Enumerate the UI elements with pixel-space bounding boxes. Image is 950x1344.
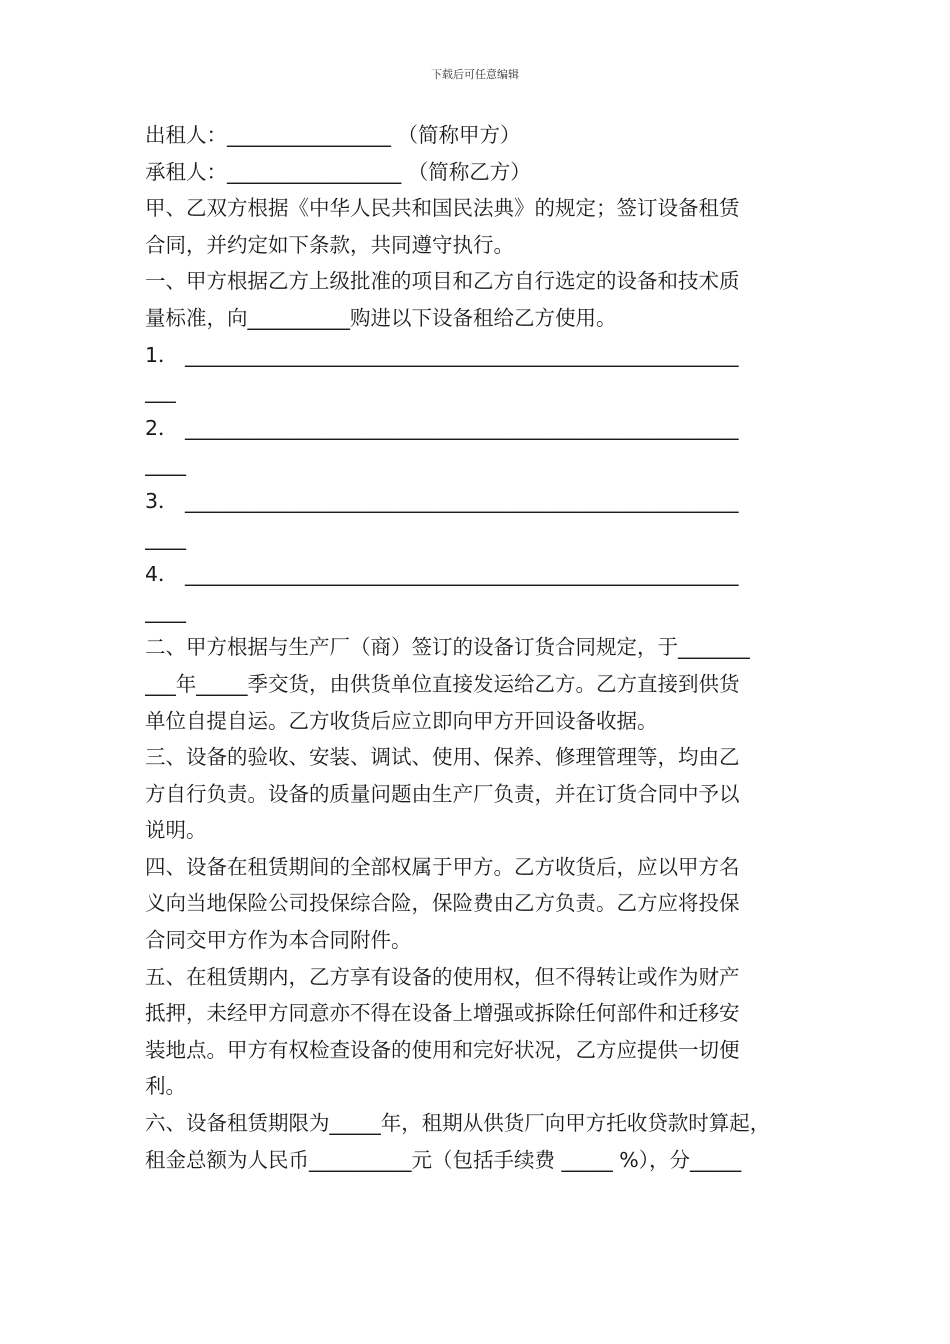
equipment-item-2-cont: ____: [145, 452, 186, 477]
clause-4-line-3: 合同交甲方作为本合同附件。: [145, 928, 412, 953]
clause-3-line-3: 说明。: [145, 818, 207, 843]
header-note: 下载后可任意编辑: [431, 68, 519, 81]
clause-5-line-4: 利。: [145, 1074, 186, 1099]
clause-5-line-1: 五、在租赁期内，乙方享有设备的使用权，但不得转让或作为财产: [145, 964, 740, 989]
contract-body: [145, 117, 810, 1178]
equipment-item-2: 2． ______________________________________________________: [145, 415, 739, 440]
preamble-line-2: 合同，并约定如下条款，共同遵守执行。: [145, 232, 514, 257]
clause-3-line-2: 方自行负责。设备的质量问题由生产厂负责，并在订货合同中予以: [145, 781, 740, 806]
clause-2-line-2: ___年_____季交货，由供货单位直接发运给乙方。乙方直接到供货: [145, 671, 740, 696]
equipment-item-1: 1． ______________________________________________________: [145, 342, 739, 367]
preamble-line-1: 甲、乙双方根据《中华人民共和国民法典》的规定；签订设备租赁: [145, 196, 740, 221]
clause-5-line-3: 装地点。甲方有权检查设备的使用和完好状况，乙方应提供一切便: [145, 1037, 740, 1062]
clause-1-line-1: 一、甲方根据乙方上级批准的项目和乙方自行选定的设备和技术质: [145, 269, 740, 294]
equipment-item-3: 3． ______________________________________________________: [145, 488, 739, 513]
clause-6-line-2: 租金总额为人民币__________元（包括手续费 _____ %），分_____: [145, 1147, 742, 1172]
clause-4-line-1: 四、设备在租赁期间的全部权属于甲方。乙方收货后，应以甲方名: [145, 854, 740, 879]
clause-4-line-2: 义向当地保险公司投保综合险，保险费由乙方负责。乙方应将投保: [145, 891, 740, 916]
equipment-item-4-cont: ____: [145, 598, 186, 623]
lessee-line: 承租人：_________________ （简称乙方）: [145, 159, 531, 184]
clause-1-line-2: 量标准，向__________购进以下设备租给乙方使用。: [145, 305, 617, 330]
lessor-line: 出租人：________________ （简称甲方）: [145, 123, 521, 147]
clause-2-line-3: 单位自提自运。乙方收货后应立即向甲方开回设备收据。: [145, 708, 658, 733]
clause-3-line-1: 三、设备的验收、安装、调试、使用、保养、修理管理等，均由乙: [145, 745, 740, 770]
clause-6-line-1: 六、设备租赁期限为_____年，租期从供货厂向甲方托收贷款时算起，: [145, 1111, 771, 1136]
equipment-item-4: 4． ______________________________________________________: [145, 562, 739, 587]
clause-2-line-1: 二、甲方根据与生产厂（商）签订的设备订货合同规定，于_______: [145, 635, 750, 660]
equipment-item-1-cont: ___: [145, 379, 176, 404]
clause-5-line-2: 抵押，未经甲方同意亦不得在设备上增强或拆除任何部件和迁移安: [145, 1001, 740, 1026]
equipment-item-3-cont: ____: [145, 525, 186, 550]
